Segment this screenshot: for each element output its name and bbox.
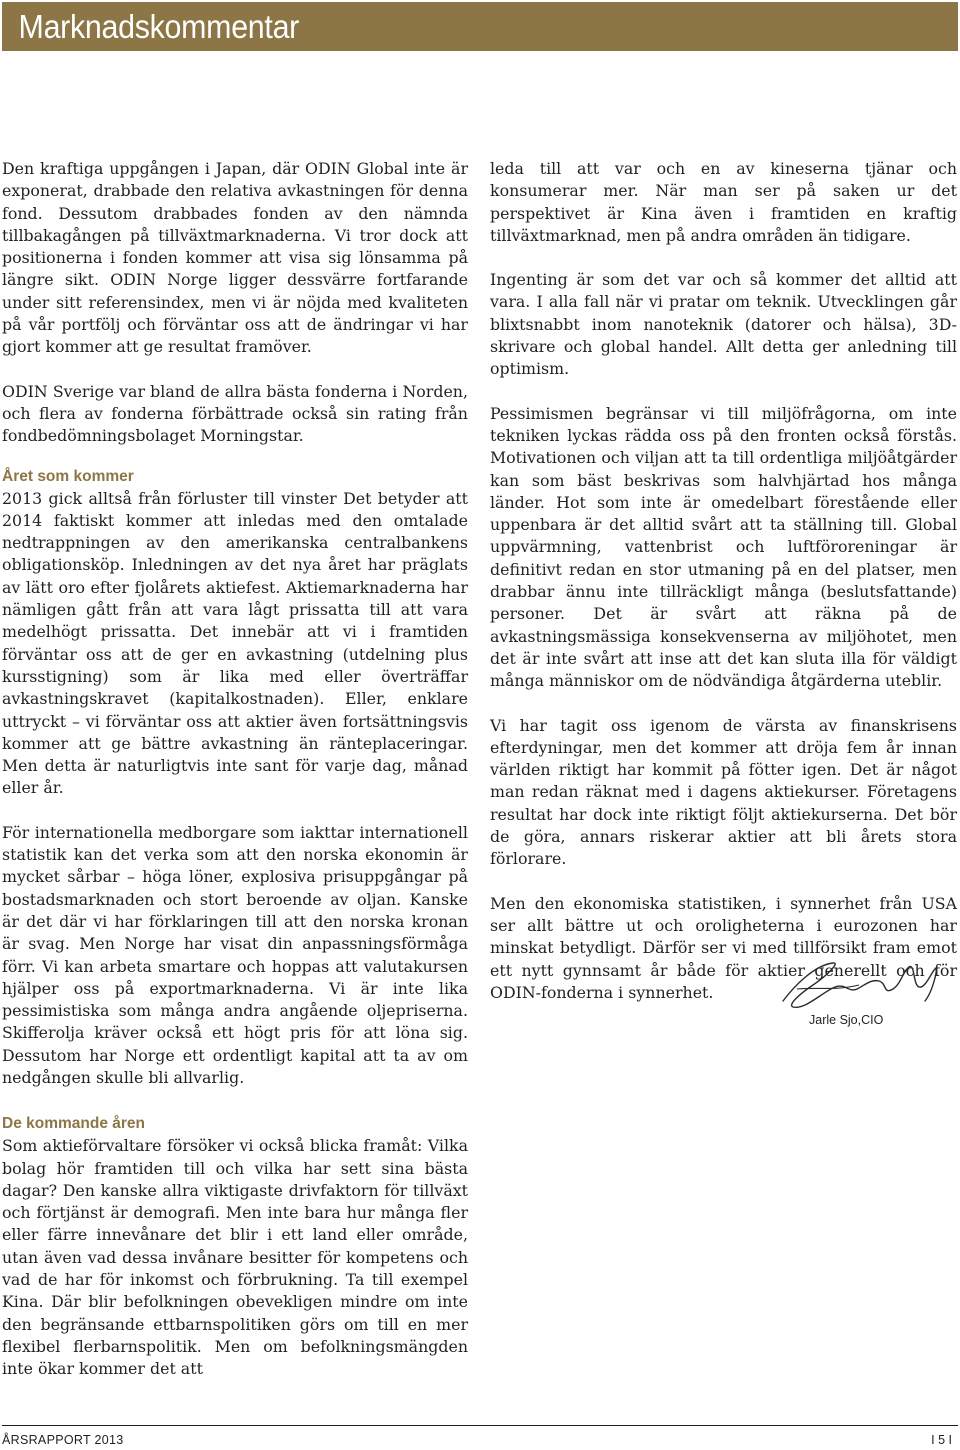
left-column	[2, 158, 468, 1381]
footer-report-title: ÅRSRAPPORT 2013	[2, 1433, 124, 1447]
section-heading-year: Året som kommer	[2, 467, 134, 485]
paragraph: Vi har tagit oss igenom de värsta av finanskrisens efterdyningar, men det kommer att dröja fem år innan världen riktigt har kommit på fötter igen. Det är något man redan räknat med i dagens aktiekurser. Företagens resultat har dock inte riktigt följt aktiekurserna. Det bör de göra, annars riskerar aktier att bli årets stora förlorare.	[490, 715, 957, 869]
paragraph: För internationella medborgare som iakttar internationell statistik kan det verka som att den norska ekonomin är mycket sårbar – höga löner, explosiva prisuppgångar på bostadsmarknaden och stort beroende av oljan. Kanske är det där vi har förklaringen till att den norska kronan är svag. Men Norge har visat din anpassningsförmåga förr. Vi kan arbeta smartare och hoppas att valutakursen hjälper oss på exportmarknaderna. Vi är inte lika pessimistiska som många andra angående oljepriserna. Skifferolja kräver också ett högt pris för att löna sig. Dessutom har Norge ett ordentligt kapital att ta av om nedgången skulle bli allvarlig.	[2, 822, 468, 1087]
footer-rule	[2, 1425, 958, 1426]
title-bar	[2, 2, 958, 51]
paragraph: Som aktieförvaltare försöker vi också blicka framåt: Vilka bolag hör framtiden till och vilka har sett sina bästa dagar? Den kanske allra viktigaste drivfaktorn för tillväxt och förtjänst är demografi. Men inte bara hur många fler eller färre innevånare det blir i ett land eller område, utan även vad dessa invånare besitter för kompetens och vad de har för inkomst och förbrukning. Ta till exempel Kina. Där blir befolkningen obevekligen mindre om inte den begränsande ettbarnspolitiken görs om till en mer flexibel flerbarnspolitik. Men om befolkningsmängden inte ökar kommer det att	[2, 1136, 468, 1379]
page-number: I 5 I	[931, 1433, 952, 1447]
section-heading-years: De kommande åren	[2, 1115, 145, 1133]
signature-name: Jarle Sjo,CIO	[809, 1013, 884, 1027]
paragraph: Pessimismen begränsar vi till miljöfrågorna, om inte tekniken lyckas rädda oss på den fronten också förstås. Motivationen och viljan att ta till ordentliga miljöåtgärder kan som bäst beskrivas som halvhjärtad hos många länder. Hot som inte är omedelbart förestående eller uppenbara är det alltid svårt att ta ställning till. Global uppvärmning, vattenbrist och luftföroreningar är definitivt redan en stor utmaning på en del platser, men drabbar ännu inte tillräckligt många (beslutsfattande) personer. Det är svårt att räkna på de avkastningsmässiga konsekvenserna av miljöhotet, men det är inte svårt att inse att det kan sluta illa för väldigt många människor om de nödvändiga åtgärderna uteblir.	[490, 403, 957, 691]
paragraph: ODIN Sverige var bland de allra bästa fonderna i Norden, och flera av fonderna förbättrade också sin rating från fondbedömningsbolaget Morningstar.	[2, 381, 468, 446]
signature-block	[775, 955, 955, 1035]
paragraph: Men den ekonomiska statistiken, i synnerhet från USA ser allt bättre ut och oroligheterna i eurozonen har minskat betydligt. Därför ser vi med tillförsikt fram emot ett nytt gynnsamt år både för aktier generellt och för ODIN-fonderna i synnerhet.	[490, 893, 957, 1002]
paragraph: Ingenting är som det var och så kommer det alltid att vara. I alla fall när vi pratar om teknik. Utvecklingen går blixtsnabbt inom nanoteknik (datorer och hälsa), 3D-skrivare och global handel. Allt detta ger anledning till optimism.	[490, 270, 957, 379]
page-title: Marknadskommentar	[18, 8, 300, 45]
signature-icon	[775, 955, 955, 1015]
right-column	[490, 158, 957, 1026]
paragraph: 2013 gick alltså från förluster till vinster Det betyder att 2014 faktiskt kommer att inledas med den omtalade nedtrappningen av den amerikanska centralbankens obligationsköp. Inledningen av det nya året har präglats av lätt oro efter fjolårets aktiefest. Aktiemarknaderna har nämligen gått från att vara lågt prissatta till att vara medelhögt prissatta. Det innebär att vi i framtiden förväntar oss att de ger en avkastning (utdelning plus kursstigning) som är lika med eller överträffar avkastningskravet (kapitalkostnaden). Eller, enklare uttryckt – vi förväntar oss att aktier även fortsättningsvis kommer att ge bättre avkastning än ränteplaceringar. Men detta är naturligtvis inte sant för varje dag, månad eller år.	[2, 488, 468, 798]
paragraph: leda till att var och en av kineserna tjänar och konsumerar mer. När man ser på saken ur det perspektivet är Kina även i framtiden en kraftig tillväxtmarknad, men på andra områden än tidigare.	[490, 159, 957, 245]
paragraph: Den kraftiga uppgången i Japan, där ODIN Global inte är exponerat, drabbade den relativa avkastningen för denna fond. Dessutom drabbades fonden av den nämnda tillbakagången på tillväxtmarknaderna. Vi tror dock att positionerna i fonden kommer att visa sig lönsamma på längre sikt. ODIN Norge ligger dessvärre fortfarande under sitt referensindex, men vi är nöjda med kvaliteten på vår portfölj och förväntar oss att de ändringar vi har gjort kommer att ge resultat framöver.	[2, 159, 468, 357]
